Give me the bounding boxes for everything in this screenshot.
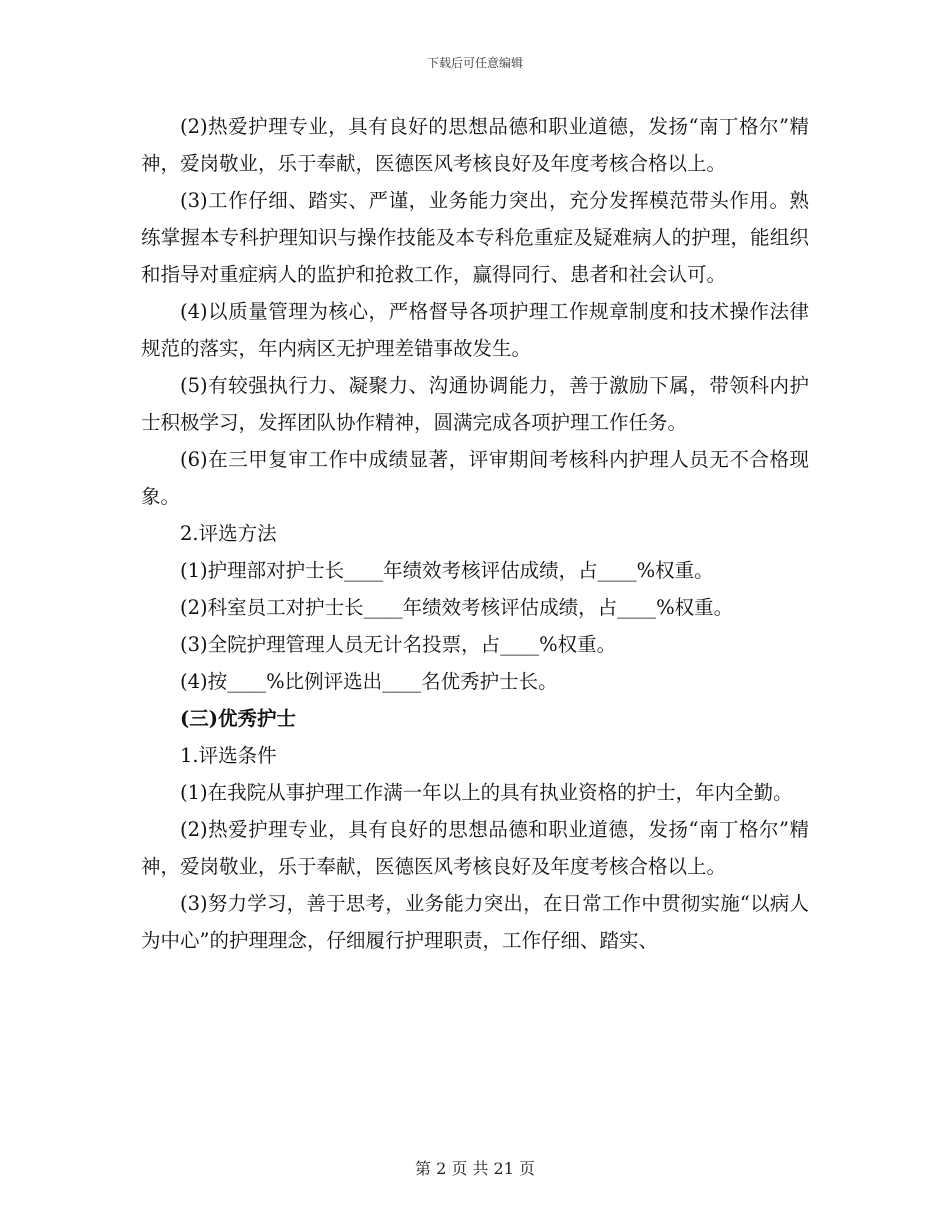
paragraph-nurse-criterion-1: (1)在我院从事护理工作满一年以上的具有执业资格的护士，年内全勤。: [180, 781, 793, 804]
section-heading-excellent-nurse: (三)优秀护士: [180, 707, 296, 730]
paragraph-method-3: (3)全院护理管理人员无计名投票，占____%权重。: [180, 633, 617, 656]
paragraph-criterion-3: (3)工作仔细、踏实、严谨，业务能力突出，充分发挥模范带头作用。熟练掌握本专科护理知识与操作技能及本专科危重症及疑难病人的护理，能组织和指导对重症病人的监护和抢救工作，赢得同行、患者和社会认可。: [141, 189, 809, 286]
section-heading-selection-method: 2.评选方法: [180, 522, 277, 545]
paragraph-nurse-criterion-2: (2)热爱护理专业，具有良好的思想品德和职业道德，发扬“南丁格尔”精神，爱岗敬业，乐于奉献，医德医风考核良好及年度考核合格以上。: [141, 818, 809, 878]
paragraph-criterion-2: (2)热爱护理专业，具有良好的思想品德和职业道德，发扬“南丁格尔”精神，爱岗敬业，乐于奉献，医德医风考核良好及年度考核合格以上。: [141, 115, 809, 175]
paragraph-method-4: (4)按____%比例评选出____名优秀护士长。: [180, 670, 558, 693]
paragraph-method-2: (2)科室员工对护士长____年绩效考核评估成绩，占____%权重。: [180, 596, 734, 619]
document-body: [141, 108, 809, 959]
paragraph-criterion-5: (5)有较强执行力、凝聚力、沟通协调能力，善于激励下属，带领科内护士积极学习，发挥团队协作精神，圆满完成各项护理工作任务。: [141, 374, 809, 434]
paragraph-criterion-4: (4)以质量管理为核心，严格督导各项护理工作规章制度和技术操作法律规范的落实，年内病区无护理差错事故发生。: [141, 300, 809, 360]
paragraph-method-1: (1)护理部对护士长____年绩效考核评估成绩，占____%权重。: [180, 559, 714, 582]
paragraph-criterion-6: (6)在三甲复审工作中成绩显著，评审期间考核科内护理人员无不合格现象。: [141, 448, 809, 508]
page-header: 下载后可任意编辑: [426, 56, 523, 70]
paragraph-nurse-criterion-3: (3)努力学习，善于思考，业务能力突出，在日常工作中贯彻实施“以病人为中心”的护理理念，仔细履行护理职责，工作仔细、踏实、: [141, 892, 809, 952]
page-number-footer: 第 2 页 共 21 页: [415, 1159, 535, 1178]
section-heading-selection-criteria: 1.评选条件: [180, 744, 277, 767]
